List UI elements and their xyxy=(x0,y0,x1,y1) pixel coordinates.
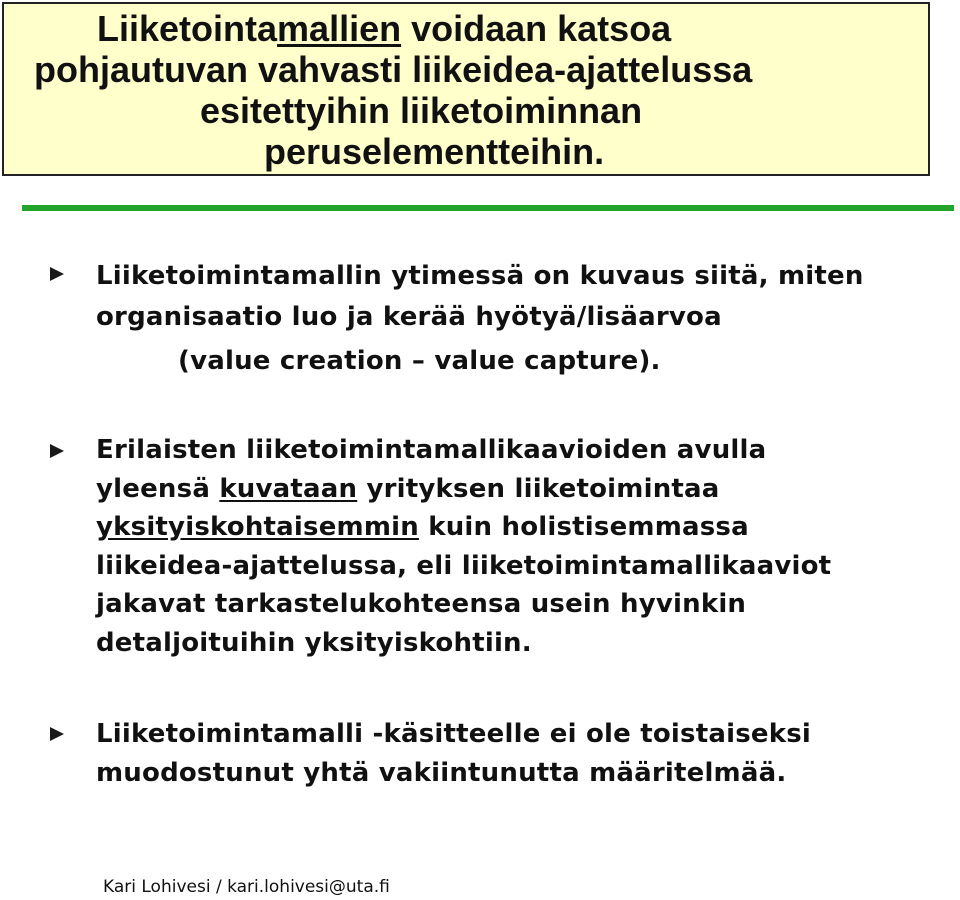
bullet-1-line-1: Liiketoimintamallin ytimessä on kuvaus siitä, miten xyxy=(96,261,864,291)
title-underlined-word: mallien xyxy=(277,8,402,49)
bullet-2-line-2 xyxy=(96,470,956,509)
bullet-2-line-4: liikeidea-ajattelussa, eli liiketoimintamallikaaviot xyxy=(96,550,832,581)
title-line-2: pohjautuvan vahvasti liikeidea-ajattelussa xyxy=(34,49,753,90)
bullet-paragraph-3 xyxy=(96,715,956,792)
title-line-1-pre: Liiketointa xyxy=(97,8,278,49)
bullet-2-line-6: detaljoituihin yksityiskohtiin. xyxy=(96,627,532,658)
bullet-2-line-3-post: kuin holistisemmassa xyxy=(418,512,749,542)
bullet-paragraph-1 xyxy=(96,256,956,384)
title-box xyxy=(2,2,930,176)
green-divider-rule xyxy=(22,205,954,211)
bullet-1-line-2: organisaatio luo ja kerää hyötyä/lisäarvoa xyxy=(96,302,722,332)
bullet-3-line-2: muodostunut yhtä vakiintunutta määritelmää. xyxy=(96,757,787,788)
bullet-2-underlined-phrase: yksityiskohtaisemmin xyxy=(96,512,419,542)
title-line-1 xyxy=(4,8,928,49)
bullet-2-line-2-post: yrityksen liiketoimintaa xyxy=(357,473,720,504)
bullet-2-line-1: Erilaisten liiketoimintamallikaavioiden avulla xyxy=(96,435,767,465)
triangle-bullet-icon xyxy=(50,267,64,281)
bullet-paragraph-2 xyxy=(96,431,956,662)
bullet-2-underlined-word: kuvataan xyxy=(219,473,358,504)
bullet-2-line-2-pre: yleensä xyxy=(96,473,220,504)
bullet-1-line-3: (value creation – value capture). xyxy=(178,346,661,376)
title-line-3: esitettyihin liiketoiminnan xyxy=(200,90,643,131)
triangle-bullet-icon xyxy=(50,727,64,741)
bullet-2-line-3 xyxy=(96,508,956,547)
footer-author: Kari Lohivesi / kari.lohivesi@uta.fi xyxy=(103,877,390,897)
triangle-bullet-icon xyxy=(50,444,64,458)
title-line-4: peruselementteihin. xyxy=(264,131,605,172)
bullet-2-line-5: jakavat tarkastelukohteensa usein hyvinkin xyxy=(96,589,747,619)
bullet-3-line-1: Liiketoimintamalli -käsitteelle ei ole toistaiseksi xyxy=(96,719,811,749)
title-line-1-post: voidaan katsoa xyxy=(401,8,672,49)
